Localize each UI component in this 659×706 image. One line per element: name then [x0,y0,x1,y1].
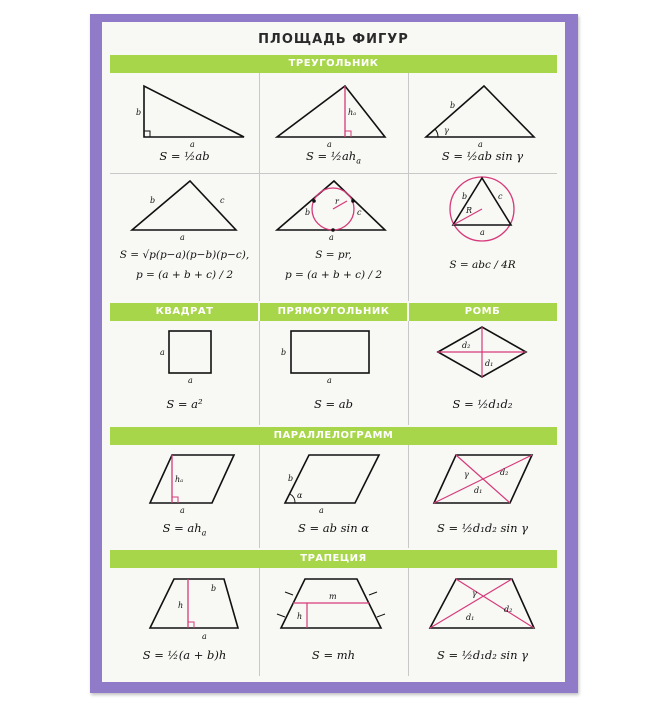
cell-heron [110,173,259,301]
right-angle-mark [188,622,194,628]
right-angle-mark [172,497,178,503]
formula-rectangle: S = ab [313,397,354,411]
triangle-shape [132,181,236,230]
formula-trapezoid-height: S = ½(a + b)h [142,648,227,662]
tick-mark [369,592,377,595]
label-r: r [335,197,339,206]
cell-triangle-height [259,73,408,173]
formula-rhombus: S = ½d₁d₂ [452,397,513,411]
label-a: a [327,140,332,149]
label-c: c [498,192,503,201]
formula-inscribed: S = pr, [315,249,352,261]
cell-square [110,321,259,425]
label-d2: d₂ [500,468,509,477]
cell-rhombus [408,321,557,425]
cell-circumscribed-circle [408,173,557,301]
square-shape [169,331,211,373]
label-b: b [305,208,311,217]
label-a: a [180,233,185,242]
label-R: R [466,206,473,215]
formula-semiperimeter: p = (a + b + c) / 2 [135,269,234,281]
cell-trapezoid-height [110,568,259,676]
cell-parallelogram-angle [259,445,408,548]
formula-parallelogram-height: $S = ah_a$ [162,521,207,538]
label-d2: d₂ [462,341,471,350]
cell-inscribed-circle [259,173,408,301]
label-b: b [150,196,156,205]
label-d1: d₁ [485,359,494,368]
section-title-rhombus: РОМБ [464,306,501,317]
label-c: c [220,196,225,205]
label-alpha: α [297,491,303,500]
label-d1: d₁ [474,486,483,495]
parallelogram-grid [110,445,557,548]
right-angle-mark [144,131,150,137]
triangle-shape [277,86,385,137]
formula-trapezoid-diagonals: S = ½d₁d₂ sin γ [436,648,529,662]
circumscribed-circle-figure [408,173,557,301]
poster-frame [90,14,578,693]
formula-circumscribed: S = abc / 4R [449,259,516,271]
quadrilateral-grid [110,321,557,425]
label-a: a [319,506,324,515]
section-band-parallelogram [110,427,557,445]
section-title-rectangle: ПРЯМОУГОЛЬНИК [277,306,390,317]
angle-arc [435,129,438,137]
trapezoid-shape [150,579,238,628]
parallelogram-shape [150,455,234,503]
trapezoid-grid [110,568,557,676]
label-a: a [188,376,193,385]
tangent-point [351,199,355,203]
formula-triangle-height: $S = \frac{1}{2}ah_a$ [305,149,361,166]
tick-mark [285,592,293,595]
tangent-point [331,228,335,232]
cell-parallelogram-diagonals [408,445,557,548]
tangent-point [312,199,316,203]
formula-parallelogram-sin: S = ab sin α [297,521,370,535]
cell-trapezoid-diagonals [408,568,557,676]
formula-semiperimeter: p = (a + b + c) / 2 [284,269,383,281]
label-gamma: γ [472,589,477,598]
label-a: a [478,140,483,149]
section-title-trapezoid: ТРАПЕЦИЯ [300,553,367,564]
section-title-square: КВАДРАТ [155,306,214,317]
cell-trapezoid-midline [259,568,408,676]
label-h: h [178,601,184,610]
label-b: b [211,584,217,593]
right-angle-mark [345,131,351,137]
label-d1: d₁ [466,613,475,622]
section-band-quadrilaterals [110,303,557,321]
label-ha: hₐ [348,108,357,117]
label-a: a [190,140,195,149]
diagonal-d2 [456,455,510,503]
label-m: m [329,592,337,601]
angle-arc [290,494,295,503]
label-b: b [281,348,287,357]
cell-rectangle [259,321,408,425]
cell-triangle-angle [408,73,557,173]
label-gamma: γ [444,126,449,135]
label-d2: d₂ [504,605,513,614]
section-title-triangle: ТРЕУГОЛЬНИК [288,58,379,69]
cell-parallelogram-height [110,445,259,548]
label-ha: hₐ [175,475,184,484]
label-a: a [180,506,185,515]
label-a: a [329,233,334,242]
label-a: a [327,376,332,385]
section-band-trapezoid [110,550,557,568]
cell-right-triangle [110,73,259,173]
right-triangle-shape [144,86,244,137]
label-gamma: γ [464,470,469,479]
tick-mark [277,614,285,617]
formula-trapezoid-midline: S = mh [311,648,356,662]
formula-right-triangle: S = ½ab [159,149,210,163]
label-b: b [136,108,142,117]
label-c: c [357,208,362,217]
formula-square: S = a² [166,397,203,411]
label-h: h [297,612,303,621]
label-a: a [480,228,485,237]
label-a: a [160,348,165,357]
poster-title: ПЛОЩАДЬ ФИГУР [258,32,409,47]
tick-mark [377,614,385,617]
label-b: b [450,101,456,110]
formula-heron: S = √p(p−a)(p−b)(p−c), [119,249,250,261]
triangle-grid [110,73,557,301]
section-band-triangle [110,55,557,73]
label-b: b [462,192,468,201]
formula-triangle-sin: S = ½ab sin γ [441,149,524,163]
triangle-shape [426,86,534,137]
formula-parallelogram-diagonals: S = ½d₁d₂ sin γ [436,521,529,535]
inscribed-circle-figure [259,173,408,301]
trapezoid-shape [430,579,534,628]
rectangle-shape [291,331,369,373]
label-a: a [202,632,207,641]
poster-sheet [102,22,565,682]
section-title-parallelogram: ПАРАЛЛЕЛОГРАММ [273,430,394,441]
heron-triangle-figure [110,173,259,301]
label-b: b [288,474,294,483]
